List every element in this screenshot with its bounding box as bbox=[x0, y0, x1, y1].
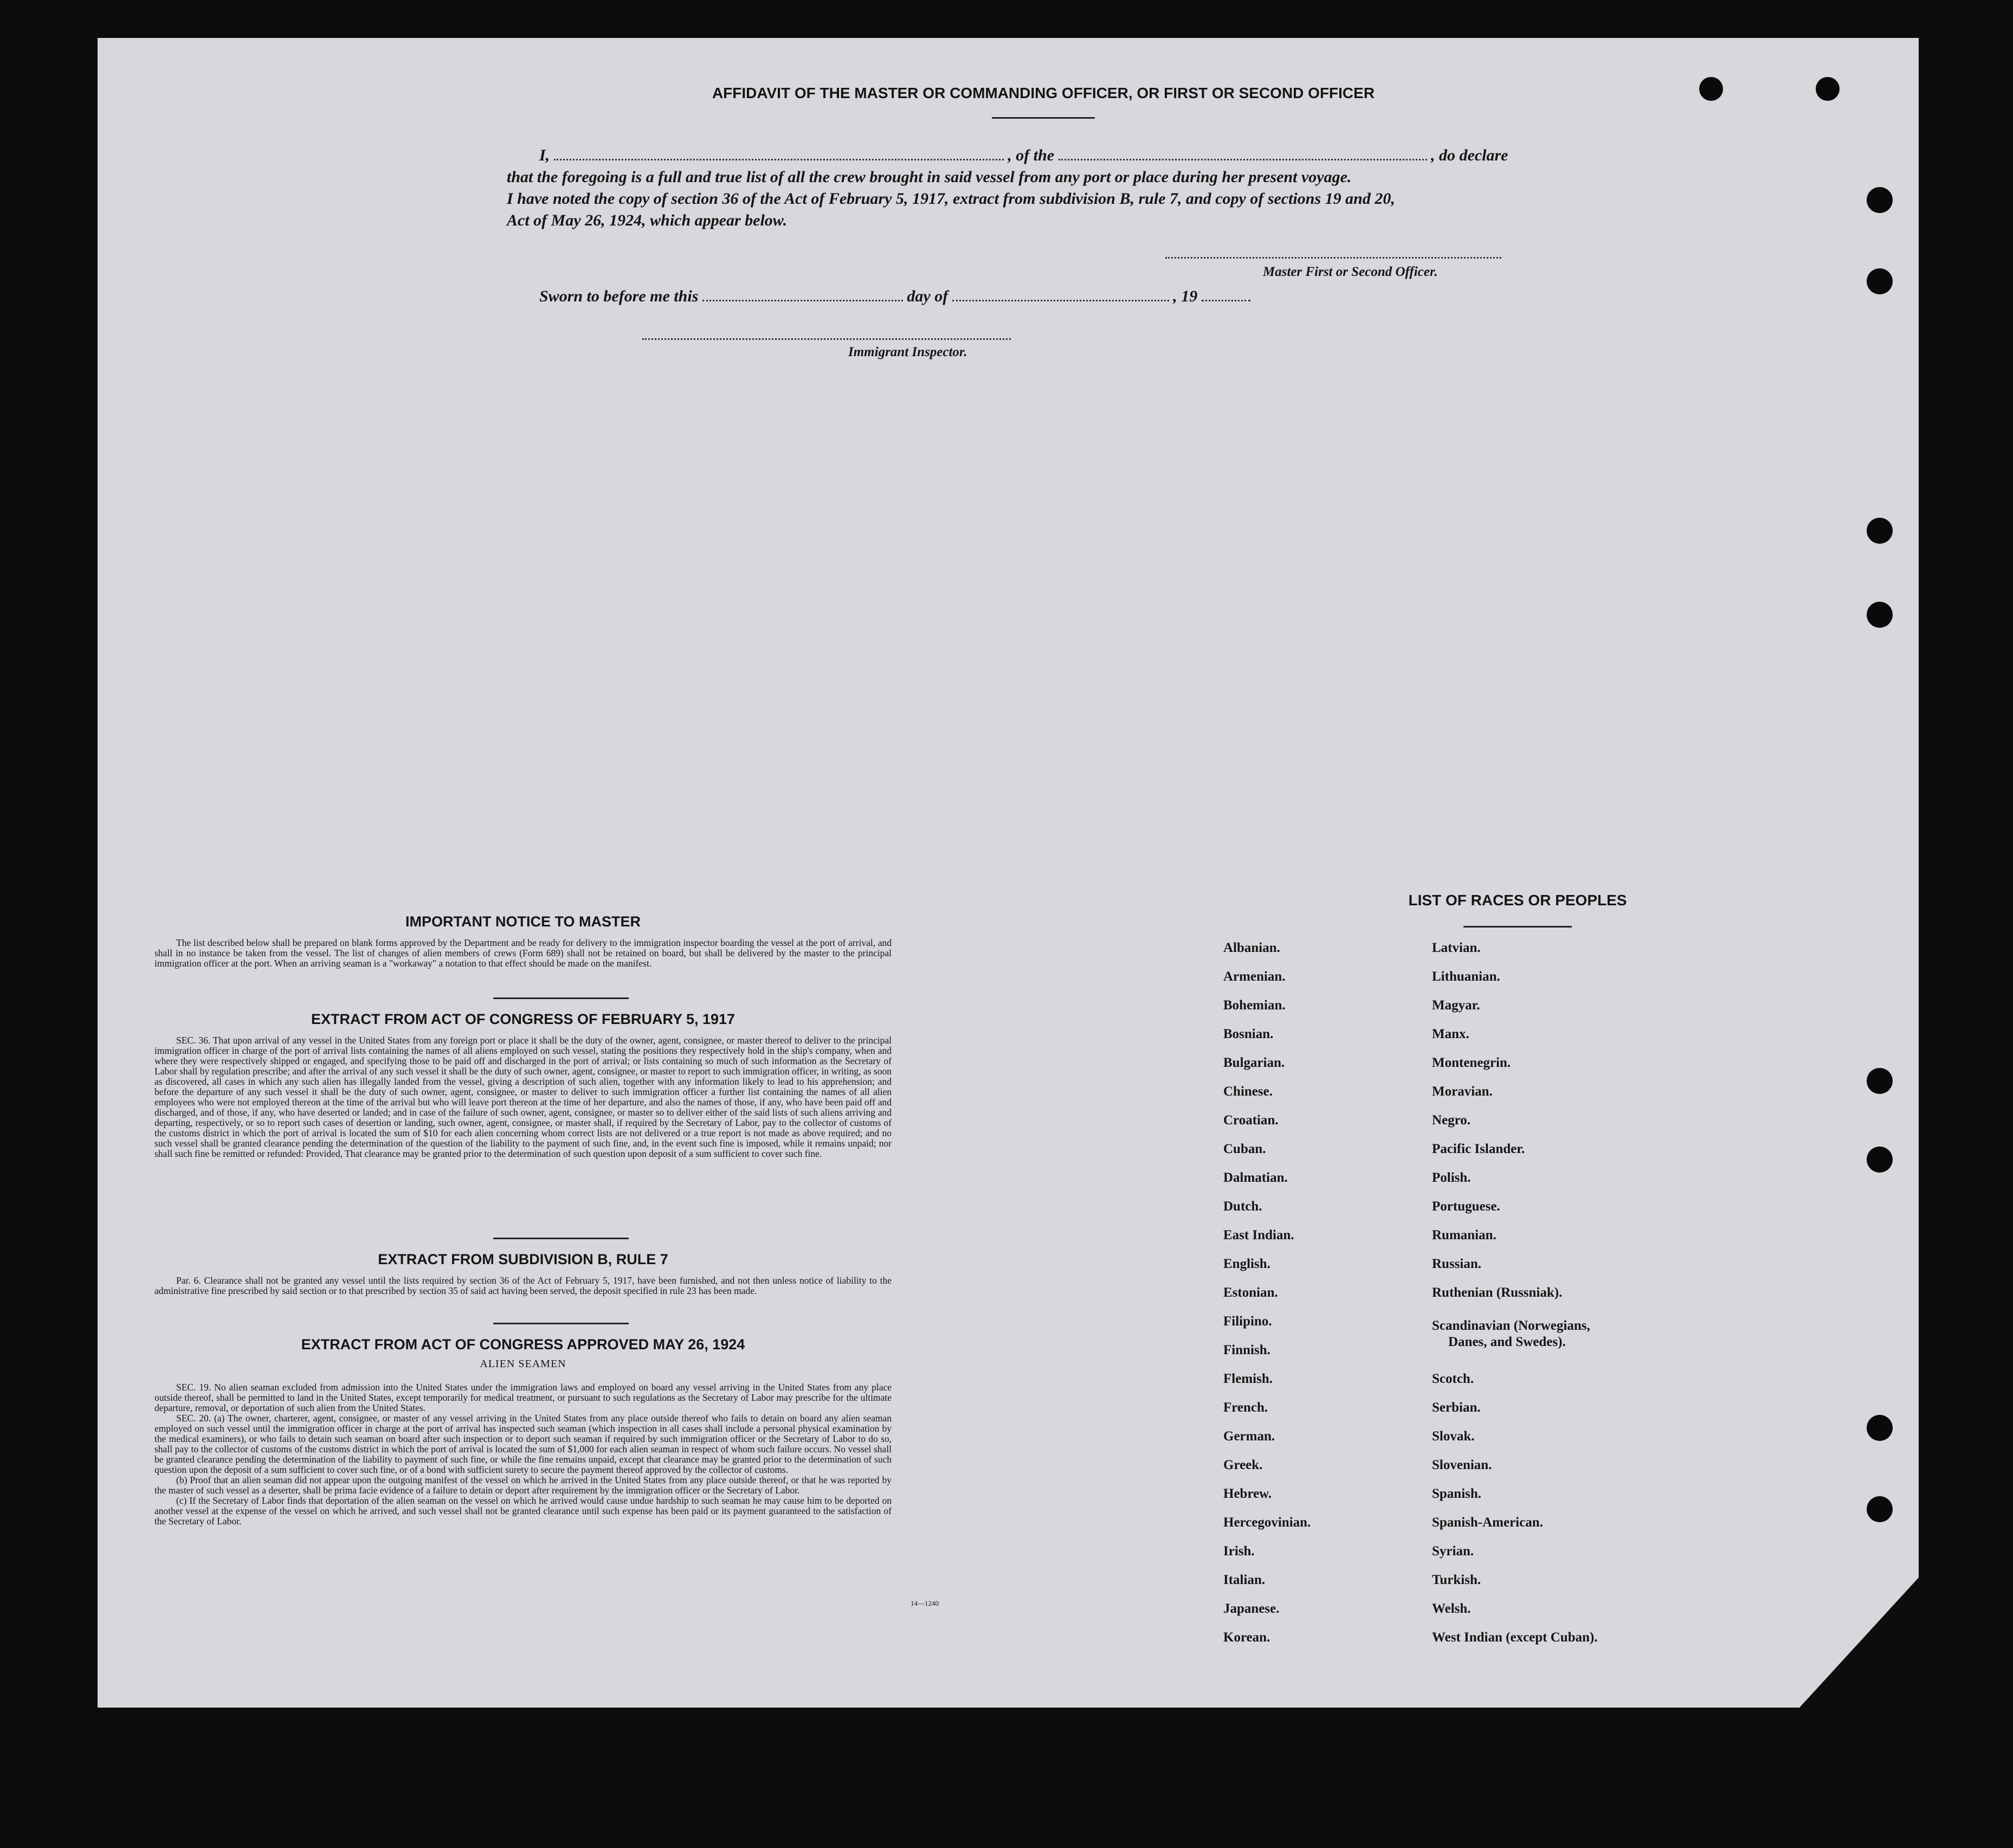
race-item: Spanish. bbox=[1432, 1486, 1482, 1501]
notice-title: IMPORTANT NOTICE TO MASTER bbox=[405, 913, 641, 930]
sworn-month-field[interactable] bbox=[952, 300, 1169, 301]
extract-1924-text bbox=[154, 1382, 892, 1527]
declaration-line bbox=[539, 146, 1508, 165]
year-label: , 19 bbox=[1173, 287, 1198, 305]
race-item: Bosnian. bbox=[1223, 1027, 1274, 1041]
race-item: Bulgarian. bbox=[1223, 1055, 1285, 1070]
sworn-day-field[interactable] bbox=[702, 300, 903, 301]
race-item: Russian. bbox=[1432, 1257, 1482, 1271]
race-item: Korean. bbox=[1223, 1630, 1270, 1645]
extract-1924-title: EXTRACT FROM ACT OF CONGRESS APPROVED MAY 26, 1924 bbox=[301, 1336, 745, 1353]
race-item: Slovenian. bbox=[1432, 1458, 1492, 1472]
race-item: Polish. bbox=[1432, 1170, 1471, 1185]
race-item: Spanish-American. bbox=[1432, 1515, 1543, 1530]
divider-2 bbox=[493, 1238, 629, 1239]
torn-corner bbox=[1799, 1577, 1919, 1708]
inspector-label: Immigrant Inspector. bbox=[848, 345, 967, 359]
extract-1917-title: EXTRACT FROM ACT OF CONGRESS OF FEBRUARY 5, 1917 bbox=[311, 1011, 735, 1027]
punch-hole bbox=[1867, 1147, 1893, 1173]
race-item: Dalmatian. bbox=[1223, 1170, 1288, 1185]
punch-hole bbox=[1867, 518, 1893, 544]
form-number: 14—1240 bbox=[911, 1599, 939, 1607]
race-item: Pacific Islander. bbox=[1432, 1142, 1525, 1156]
sec20c-paragraph: (c) If the Secretary of Labor finds that deportation of the alien seaman on the vessel on which he arrived would cause undue hardship to such seaman he may cause him to be deported on another vessel at the expense of the vessel on which he arrived, and such vessel shall not be granted clearance until such expense has been paid or its payment guaranteed to the satisfaction of the Secretary of Labor. bbox=[154, 1495, 892, 1527]
race-item: Bohemian. bbox=[1223, 998, 1286, 1013]
extract-1917-text bbox=[154, 1035, 892, 1159]
race-item: Scotch. bbox=[1432, 1371, 1474, 1386]
declarant-name-field[interactable] bbox=[554, 159, 1004, 160]
sworn-label: Sworn to before me this bbox=[539, 287, 699, 305]
race-item: Danes, and Swedes). bbox=[1448, 1335, 1566, 1349]
race-item: Latvian. bbox=[1432, 941, 1481, 955]
race-item: Finnish. bbox=[1223, 1343, 1270, 1357]
races-title: LIST OF RACES OR PEOPLES bbox=[1408, 892, 1627, 909]
race-item: Flemish. bbox=[1223, 1371, 1273, 1386]
of-the-label: , of the bbox=[1008, 146, 1055, 164]
race-item: Hebrew. bbox=[1223, 1486, 1272, 1501]
race-item: Turkish. bbox=[1432, 1573, 1481, 1587]
race-item: Welsh. bbox=[1432, 1601, 1471, 1616]
inspector-signature-field[interactable] bbox=[642, 336, 1011, 340]
race-item: French. bbox=[1223, 1400, 1268, 1415]
race-item: Ruthenian (Russniak). bbox=[1432, 1285, 1563, 1300]
alien-seamen-subtitle: ALIEN SEAMEN bbox=[480, 1358, 566, 1370]
race-item: Magyar. bbox=[1432, 998, 1480, 1013]
race-item: Albanian. bbox=[1223, 941, 1280, 955]
punch-hole bbox=[1867, 187, 1893, 213]
sec20b-paragraph: (b) Proof that an alien seaman did not appear upon the outgoing manifest of the vessel on which he arrived in the United States from any place outside thereof, or that he was reported by the master of such vessel as a deserter, shall be prima facie evidence of a failure to detain or deport after requirement by the immigration officer or the Secretary of Labor. bbox=[154, 1474, 892, 1496]
race-item: Syrian. bbox=[1432, 1544, 1474, 1559]
sworn-line bbox=[539, 287, 1250, 306]
sec20a-paragraph: SEC. 20. (a) The owner, charterer, agent, consignee, or master of any vessel arriving in the United States from any place outside thereof who fails to detain on board any alien seaman employed on such vessel until the immigration officer in charge at the port of arrival has inspected such seaman (which inspection in all cases shall include a personal physical examination by the medical examiners), or who fails to detain such seaman on board after such inspection or to deport such seaman if required by such immigration officer or the Secretary of Labor to do so, shall pay to the collector of customs of the customs district in which the port of arrival is located the sum of $1,000 for each alien seaman in respect of whom such failure occurs. No vessel shall be granted clearance pending the determination of the liability to payment of such fine, or while the fine remains unpaid, except that clearance may be granted prior to the determination of such question upon the deposit of a sum sufficient to cover such fine, or of a bond with sufficient surety to secure the payment thereof approved by the collector of customs. bbox=[154, 1413, 892, 1475]
declare-label: , do declare bbox=[1431, 146, 1508, 164]
body-line-3: Act of May 26, 1924, which appear below. bbox=[507, 211, 788, 229]
race-item: Serbian. bbox=[1432, 1400, 1481, 1415]
par6-paragraph: Par. 6. Clearance shall not be granted any vessel until the lists required by section 36 of the Act of February 5, 1917, have been furnished, and not then unless notice of liability to the administrative fine prescribed by said section or to that prescribed by section 35 of said act having been served, the deposit specified in rule 23 has been made. bbox=[154, 1275, 892, 1296]
body-line-1: that the foregoing is a full and true list of all the crew brought in said vessel from any port or place during her present voyage. bbox=[507, 168, 1352, 186]
race-item: English. bbox=[1223, 1257, 1270, 1271]
race-item: Negro. bbox=[1432, 1113, 1471, 1128]
race-item: Dutch. bbox=[1223, 1199, 1262, 1214]
race-item: Chinese. bbox=[1223, 1084, 1273, 1099]
race-item: Montenegrin. bbox=[1432, 1055, 1511, 1070]
affidavit-title: AFFIDAVIT OF THE MASTER OR COMMANDING OFFICER, OR FIRST OR SECOND OFFICER bbox=[712, 85, 1375, 101]
race-item: Lithuanian. bbox=[1432, 969, 1500, 984]
race-item: Armenian. bbox=[1223, 969, 1286, 984]
race-item: Manx. bbox=[1432, 1027, 1469, 1041]
notice-paragraph: The list described below shall be prepared on blank forms approved by the Department and be ready for delivery to the immigration inspector boarding the vessel at the port of arrival, and shall in no instance be taken from the vessel. The list of changes of alien members of crews (Form 689) shall not be retained on board, but shall be delivered by the master to the principal immigration officer at the port. When an arriving seaman is a "workaway" a notation to that effect should be made on the manifest. bbox=[154, 937, 892, 969]
divider-3 bbox=[493, 1323, 629, 1324]
punch-hole bbox=[1867, 1496, 1893, 1522]
punch-hole bbox=[1867, 1415, 1893, 1441]
race-item: Hercegovinian. bbox=[1223, 1515, 1311, 1530]
sworn-year-field[interactable] bbox=[1202, 300, 1250, 301]
race-item: Rumanian. bbox=[1432, 1228, 1496, 1242]
race-item: German. bbox=[1223, 1429, 1275, 1444]
race-item: Scandinavian (Norwegians, bbox=[1432, 1318, 1590, 1333]
extract-rule7-title: EXTRACT FROM SUBDIVISION B, RULE 7 bbox=[378, 1251, 668, 1267]
form-sheet bbox=[98, 38, 1919, 1708]
master-signature-label: Master First or Second Officer. bbox=[1263, 265, 1438, 279]
i-label: I, bbox=[539, 146, 550, 164]
punch-hole bbox=[1699, 77, 1723, 101]
sec19-paragraph: SEC. 19. No alien seaman excluded from admission into the United States under the immigration laws and employed on board any vessel arriving in the United States from any place outside thereof, shall be permitted to land in the United States, except temporarily for medical treatment, or pursuant to such regulations as the Secretary of Labor may prescribe for the ultimate departure, removal, or deportation of such alien from the United States. bbox=[154, 1382, 892, 1413]
title-underline bbox=[992, 117, 1095, 119]
race-item: Greek. bbox=[1223, 1458, 1263, 1472]
sec36-paragraph: SEC. 36. That upon arrival of any vessel in the United States from any foreign port or place it shall be the duty of the owner, agent, consignee, or master thereof to deliver to the principal immigration officer in charge of the port of arrival lists containing the names of all aliens employed on such vessel, stating the positions they respectively hold in the ship's company, when and where they were respectively shipped or engaged, and specifying those to be paid off and discharged in the port of arrival; or lists containing so much of such information as the Secretary of Labor shall by regulation prescribe; and after the arrival of any such vessel it shall be the duty of such owner, agent, consignee, or master to report to such immigration officer, in writing, as soon as discovered, all cases in which any such alien has illegally landed from the vessel, giving a description of such alien, together with any information likely to lead to his apprehension; and before the departure of any such vessel it shall be the duty of such owner, agent, consignee, or master to deliver to such immigration officer a further list containing the names of all alien employees who were not employed thereon at the time of the arrival but who will leave port thereon at the time of her departure, and also the names of those, if any, who have been paid off and discharged, and of those, if any, who have deserted or landed; and in case of the failure of such owner, agent, consignee, or master so to deliver either of the said lists of such aliens arriving and departing, respectively, or so to report such cases of desertion or landing, such owner, agent, consignee, or master shall, if required by the Secretary of Labor, pay to the collector of customs of the customs district in which the port of arrival is located the sum of $10 for each alien concerning whom correct lists are not delivered or a true report is not made as above required; and no such vessel shall be granted clearance pending the determination of the question of the liability to the payment of such fine, and, in the event such fine is imposed, while it remains unpaid; nor shall such fine be remitted or refunded: Provided, That clearance may be granted prior to the determination of such question upon deposit of a sum sufficient to cover such fine. bbox=[154, 1035, 892, 1159]
races-title-underline bbox=[1463, 926, 1572, 928]
race-item: Filipino. bbox=[1223, 1314, 1272, 1329]
race-item: Japanese. bbox=[1223, 1601, 1280, 1616]
master-signature-field[interactable] bbox=[1165, 255, 1501, 259]
extract-rule7-text bbox=[154, 1276, 892, 1296]
punch-hole bbox=[1816, 77, 1840, 101]
race-item: Italian. bbox=[1223, 1573, 1266, 1587]
race-item: Slovak. bbox=[1432, 1429, 1475, 1444]
divider-1 bbox=[493, 997, 629, 999]
body-line-2: I have noted the copy of section 36 of the Act of February 5, 1917, extract from subdivision B, rule 7, and copy of sections 19 and 20, bbox=[507, 190, 1395, 208]
notice-text bbox=[154, 938, 892, 969]
race-item: East Indian. bbox=[1223, 1228, 1294, 1242]
punch-hole bbox=[1867, 268, 1893, 294]
punch-hole bbox=[1867, 1068, 1893, 1094]
race-item: Croatian. bbox=[1223, 1113, 1279, 1128]
race-item: Estonian. bbox=[1223, 1285, 1278, 1300]
day-of-label: day of bbox=[907, 287, 949, 305]
race-item: Moravian. bbox=[1432, 1084, 1493, 1099]
race-item: Portuguese. bbox=[1432, 1199, 1500, 1214]
race-item: Irish. bbox=[1223, 1544, 1255, 1559]
race-item: Cuban. bbox=[1223, 1142, 1266, 1156]
punch-hole bbox=[1867, 602, 1893, 628]
race-item: West Indian (except Cuban). bbox=[1432, 1630, 1598, 1645]
vessel-name-field[interactable] bbox=[1059, 159, 1427, 160]
